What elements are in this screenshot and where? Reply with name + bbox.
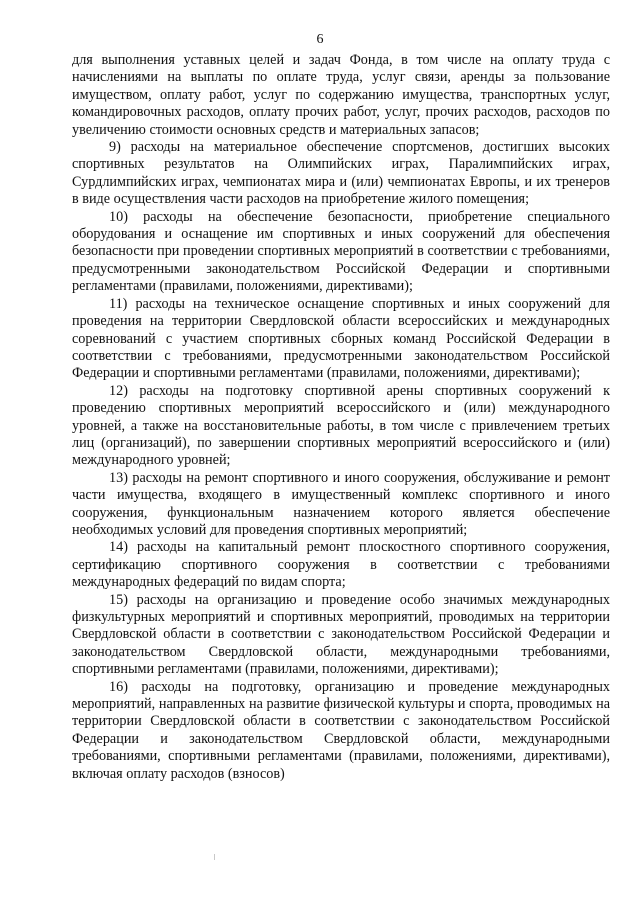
paragraph-item-12: 12) расходы на подготовку спортивной арены спортивных сооружений к проведению спортивных мероприятий всероссийского и (или) международного уровней, а также на восстановительные работы, в том числе с привлечением третьих лиц (организаций), по завершении спортивных мероприятий всероссийского и (или) международного уровней; (72, 382, 610, 469)
page-number: 6 (316, 32, 324, 47)
scan-artifact-mark (214, 854, 215, 860)
paragraph-item-10: 10) расходы на обеспечение безопасности, приобретение специального оборудования и оснащение им спортивных и иных сооружений для обеспечения безопасности при проведении спортивных мероприятий в соответствии с требованиями, предусмотренными законодательством Российской Федерации и спортивными регламентами (правилами, положениями, директивами); (72, 208, 610, 295)
paragraph-continuation: для выполнения уставных целей и задач Фонда, в том числе на оплату труда с начислениями на выплаты по оплате труда, услуг связи, аренды за пользование имуществом, оплату работ, услуг по содержанию имущества, транспортных услуг, командировочных расходов, оплату прочих работ, услуг, прочих расходов, расходов по увеличению стоимости основных средств и материальных запасов; (72, 52, 610, 138)
paragraph-item-9: 9) расходы на материальное обеспечение спортсменов, достигших высоких спортивных результатов на Олимпийских играх, Паралимпийских играх, Сурдлимпийских играх, чемпионатах мира и (или) чемпионатах Европы, и их тренеров в виде осуществления части расходов на приобретение жилого помещения; (72, 139, 610, 208)
paragraph-item-16: 16) расходы на подготовку, организацию и проведение международных мероприятий, направленных на развитие физической культуры и спорта, проводимых на территории Свердловской области в соответствии с законодательством Российской Федерации и законодательством Свердловской области, международными требованиями, спортивными регламентами (правилами, положениями, директивами), включая оплату расходов (взносов) (72, 678, 610, 782)
document-body (72, 52, 610, 783)
paragraph-item-14: 14) расходы на капитальный ремонт плоскостного спортивного сооружения, сертификацию спортивного сооружения в соответствии с требованиями международных федераций по видам спорта; (72, 539, 610, 591)
paragraph-item-11: 11) расходы на техническое оснащение спортивных и иных сооружений для проведения на территории Свердловской области всероссийских и международных соревнований с участием спортивных сборных команд Российской Федерации в соответствии с требованиями, предусмотренными законодательством Российской Федерации и спортивными регламентами (правилами, положениями, директивами); (72, 295, 610, 382)
paragraph-item-13: 13) расходы на ремонт спортивного и иного сооружения, обслуживание и ремонт части имущества, входящего в имущественный комплекс спортивного и иного сооружения, функциональным назначением которого является обеспечение необходимых условий для проведения спортивных мероприятий; (72, 469, 610, 538)
paragraph-item-15: 15) расходы на организацию и проведение особо значимых международных физкультурных мероприятий и спортивных мероприятий, проводимых на территории Свердловской области в соответствии с законодательством Российской Федерации и законодательством Свердловской области, международными требованиями, спортивными регламентами (правилами, положениями, директивами); (72, 591, 610, 678)
